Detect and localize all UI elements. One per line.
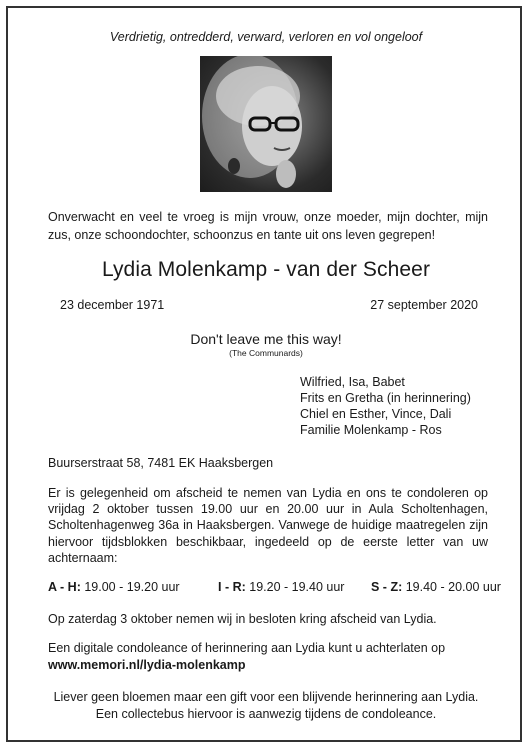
mourner-line: Frits en Gretha (in herinnering) — [300, 391, 471, 405]
time-slot-time: 19.40 - 20.00 uur — [402, 580, 501, 594]
farewell-text: Op zaterdag 3 oktober nemen wij in besloten kring afscheid van Lydia. — [48, 612, 437, 626]
death-notice-card — [6, 6, 522, 742]
condolence-info: Er is gelegenheid om afscheid te nemen van Lydia en ons te condoleren op vrijdag 2 oktober tussen 19.00 uur en 20.00 uur in Aula Scholtenhagen, Scholtenhagenweg 36a in Haaksbergen. Vanwege de huidige maatregelen zijn hiervoor tijdsblokken beschikbaar, ingedeeld op de eerste letter van uw achternaam: — [48, 486, 488, 565]
intro-line: Verdrietig, ontredderd, verward, verloren en vol ongeloof — [109, 30, 423, 44]
closing-line: Een collectebus hiervoor is aanwezig tijdens de condoleance. — [95, 707, 437, 721]
death-date: 27 september 2020 — [370, 298, 478, 312]
condolence-url-link[interactable]: www.memori.nl/lydia-molenkamp — [48, 658, 246, 672]
mourner-line: Wilfried, Isa, Babet — [300, 375, 405, 389]
time-slot — [218, 580, 344, 594]
mourner-line: Chiel en Esther, Vince, Dali — [300, 407, 452, 421]
quote-source: (The Communards) — [229, 348, 303, 358]
deceased-name: Lydia Molenkamp - van der Scheer — [101, 258, 431, 281]
mourner-line: Familie Molenkamp - Ros — [300, 423, 442, 437]
time-slot-time: 19.00 - 19.20 uur — [80, 580, 180, 594]
birth-date: 23 december 1971 — [60, 298, 165, 312]
announcement-text: Onverwacht en veel te vroeg is mijn vrouw, onze moeder, mijn dochter, mijn zus, onze schoondochter, schoonzus en tante uit ons leven gegrepen! — [48, 210, 488, 242]
time-slot-range: A - H: — [48, 580, 81, 594]
mourners-list — [300, 374, 471, 438]
condolence-text: Een digitale condoleance of herinnering aan Lydia kunt u achterlaten op — [48, 641, 446, 655]
portrait-photo — [200, 56, 332, 192]
quote: Don't leave me this way! — [190, 331, 342, 347]
time-slot-time: 19.20 - 19.40 uur — [245, 580, 345, 594]
time-slot-range: S - Z: — [371, 580, 403, 594]
time-slot — [48, 580, 180, 594]
time-slot-range: I - R: — [218, 580, 246, 594]
closing-line: Liever geen bloemen maar een gift voor een blijvende herinnering aan Lydia. — [53, 690, 479, 704]
portrait-image — [200, 56, 332, 192]
condolence-online — [48, 640, 445, 674]
time-slot — [371, 580, 501, 594]
closing-text — [8, 689, 524, 723]
address: Buurserstraat 58, 7481 EK Haaksbergen — [48, 456, 274, 470]
